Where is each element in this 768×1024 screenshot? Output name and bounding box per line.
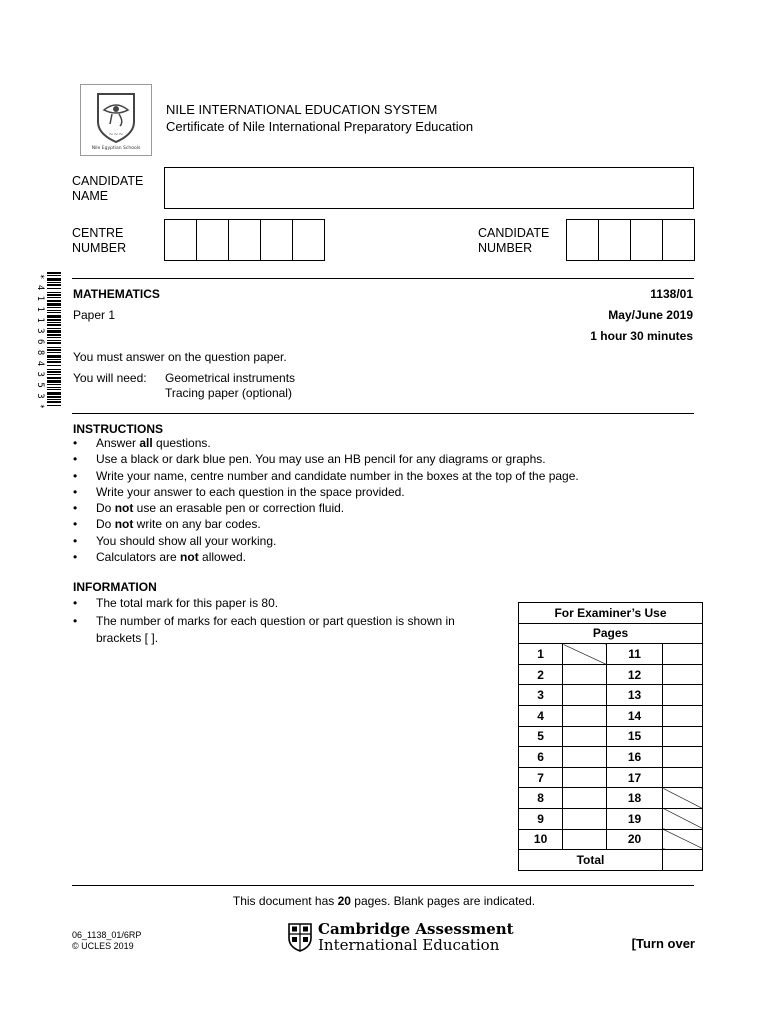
duration: 1 hour 30 minutes	[590, 329, 693, 343]
paper-code: 1138/01	[650, 287, 693, 301]
barcode-bar	[47, 297, 61, 298]
examiner-use-table	[518, 602, 703, 871]
divider	[72, 885, 694, 886]
total-label: Total	[519, 850, 663, 871]
barcode-bar	[47, 324, 61, 326]
list-item: • You should show all your working.	[73, 533, 693, 549]
barcode-bar	[47, 292, 61, 293]
barcode-bar	[47, 275, 61, 276]
certificate-title: Certificate of Nile International Preparatory Education	[166, 119, 474, 134]
barcode-bar	[47, 365, 61, 366]
barcode-bar	[47, 272, 61, 274]
barcode-bar	[47, 369, 61, 370]
school-logo	[80, 84, 152, 156]
eye-of-horus-shield-icon	[86, 88, 146, 152]
barcode-bar	[47, 399, 61, 400]
divider	[72, 413, 694, 414]
barcode-bar	[47, 349, 61, 351]
barcode-bar	[47, 389, 61, 390]
candidate-name-field[interactable]	[164, 167, 694, 209]
list-item: • Do not write on any bar codes.	[73, 516, 693, 532]
paper-number: Paper 1	[73, 308, 116, 322]
barcode-bar	[47, 380, 61, 383]
table-row: 3 13	[519, 685, 703, 706]
centre-number-label: CENTRE NUMBER	[72, 226, 127, 255]
table-row: 8 18	[519, 788, 703, 809]
instructions-list	[73, 435, 693, 565]
barcode-bar	[47, 405, 61, 406]
centre-number-field[interactable]	[164, 219, 325, 261]
list-item: • Use a black or dark blue pen. You may use an HB pencil for any diagrams or graphs.	[73, 451, 693, 467]
divider	[72, 278, 694, 279]
brand-name-2: International Education	[318, 936, 500, 954]
barcode-bar	[47, 328, 61, 329]
barcode-bar	[47, 387, 61, 388]
barcode-bar	[47, 319, 61, 321]
barcode-bar	[47, 322, 61, 323]
list-item: • Write your name, centre number and candidate number in the boxes at the top of the page.	[73, 468, 693, 484]
pages-note: This document has 20 pages. Blank pages are indicated.	[232, 894, 536, 908]
logo-caption: Nile Egyptian Schools	[91, 146, 141, 151]
barcode-bar	[47, 347, 61, 348]
answer-note: You must answer on the question paper.	[73, 350, 287, 364]
barcode-bar	[47, 288, 61, 289]
table-row: 7 17	[519, 767, 703, 788]
barcode-bar	[47, 392, 61, 395]
cambridge-crest-icon	[287, 922, 313, 955]
examiner-table-title: For Examiner’s Use	[519, 603, 703, 624]
org-name: NILE INTERNATIONAL EDUCATION SYSTEM	[166, 102, 438, 117]
list-item: • Do not use an erasable pen or correction fluid.	[73, 500, 693, 516]
table-row: 10 20	[519, 829, 703, 850]
information-title: INFORMATION	[73, 580, 157, 594]
barcode-bar	[47, 371, 61, 373]
session: May/June 2019	[608, 308, 693, 322]
table-row	[519, 850, 703, 871]
barcode-bar	[47, 377, 61, 379]
barcode-bar	[47, 355, 61, 358]
svg-text:~~~: ~~~	[108, 131, 124, 138]
barcode-bar	[47, 312, 61, 313]
table-row: 9 19	[519, 808, 703, 829]
need-label: You will need:	[73, 371, 147, 385]
barcode-bar	[47, 334, 61, 336]
barcode-bar	[47, 337, 61, 338]
candidate-number-field[interactable]	[566, 219, 695, 261]
barcode-bar	[47, 401, 61, 403]
barcode-bar	[47, 374, 61, 375]
list-item: • Calculators are not allowed.	[73, 549, 693, 565]
barcode-bar	[47, 282, 61, 283]
candidate-name-label: CANDIDATE NAME	[72, 174, 144, 203]
table-row: 4 14	[519, 705, 703, 726]
barcode-bar	[47, 352, 61, 353]
barcode-bar	[47, 303, 61, 306]
brand-name-1: Cambridge Assessment	[318, 920, 514, 938]
barcode-bar	[47, 359, 61, 360]
pages-header: Pages	[519, 623, 703, 644]
barcode-bar	[47, 278, 61, 281]
subject: MATHEMATICS	[73, 287, 160, 301]
barcode-bar	[47, 384, 61, 385]
barcode-bar	[47, 361, 61, 363]
candidate-number-label: CANDIDATE NUMBER	[478, 226, 550, 255]
barcode-bar	[47, 294, 61, 296]
barcode-bar	[47, 340, 61, 341]
copyright: © UCLES 2019	[72, 941, 134, 951]
barcode-text: * 4 1 1 1 3 6 8 4 3 5 3 *	[35, 274, 45, 408]
barcode-bar	[47, 300, 61, 302]
need-item-1: Geometrical instruments	[165, 371, 296, 385]
barcode-bar	[47, 310, 61, 311]
barcode-bar	[47, 330, 61, 333]
barcode	[34, 272, 62, 408]
table-row: 5 15	[519, 726, 703, 747]
barcode-bar	[47, 284, 61, 286]
table-row: 6 16	[519, 747, 703, 768]
list-item: • Answer all questions.	[73, 435, 693, 451]
need-item-2: Tracing paper (optional)	[165, 386, 292, 400]
instructions-title: INSTRUCTIONS	[73, 422, 163, 436]
barcode-bar	[47, 315, 61, 318]
list-item: • The number of marks for each question or part question is shown in brackets [ ].	[73, 613, 491, 646]
table-row: 2 12	[519, 664, 703, 685]
barcode-bar	[47, 307, 61, 308]
table-row: 1 11	[519, 644, 703, 665]
list-item: • The total mark for this paper is 80.	[73, 595, 491, 611]
barcode-bar	[47, 396, 61, 398]
list-item: • Write your answer to each question in the space provided.	[73, 484, 693, 500]
barcode-bar	[47, 342, 61, 344]
information-list	[73, 595, 491, 646]
turn-over: [Turn over	[631, 936, 695, 951]
doc-code: 06_1138_01/6RP	[72, 930, 142, 940]
